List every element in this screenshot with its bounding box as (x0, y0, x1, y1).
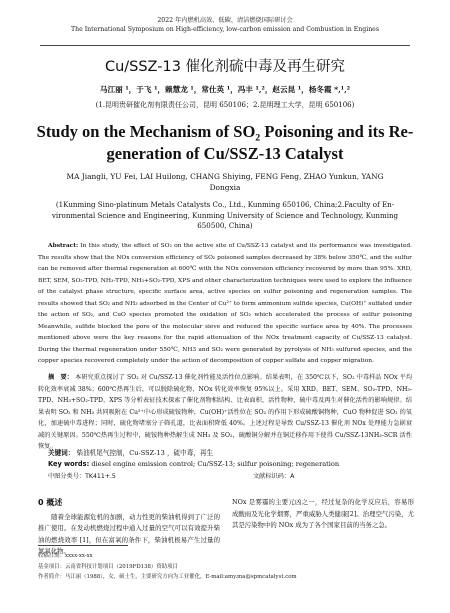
footnote-funding: 基金项目：云南省科技计划项目（2019FD138）资助项目 (38, 563, 178, 570)
section-heading: 0 概述 (38, 498, 63, 507)
abstract-cn (38, 372, 412, 453)
keywords-en-text: diesel engine emission control; Cu/SSZ-13; sulfur poisoning; regeneration (91, 460, 340, 468)
footnote-author: 作者简介：马江丽（1988），女，硕士生，主要研究方向为工业催化，E-mail:amy.ma@spmcatalyst.com (38, 574, 297, 580)
affiliation-cn: (1.昆明贵研催化剂有限责任公司，昆明 650106；2.昆明理工大学，昆明 650106) (95, 101, 355, 109)
affiliation-en (40, 200, 410, 232)
authors-cn: 马江丽 ¹，于飞 ¹，赖慧龙 ¹，常仕英 ¹，冯丰 ¹,²，赵云昆 ¹，杨冬霞 *,¹,² (99, 85, 351, 94)
title-en-line-2: generation of Cu/SSZ-13 Catalyst (106, 144, 344, 163)
intro-left-column (38, 497, 220, 558)
footnote-received: 收稿日期：xxxx-xx-xx (38, 553, 93, 559)
running-header-cn: 2022 年内燃机高效、低碳、清洁燃烧国际研讨会 (157, 17, 293, 24)
abstract-cn-label: 摘 要： (48, 374, 73, 381)
title-cn: Cu/SSZ-13 催化剂硫中毒及再生研究 (104, 59, 346, 75)
document-code: 文献标识码：A (253, 473, 295, 480)
keywords-cn-text: 柴油机尾气控制，Cu-SSZ-13 ，硫中毒，再生 (76, 449, 214, 457)
abstract-en (38, 240, 412, 368)
intro-right-text: NOx 是雾霾的主要元凶之一，经过复杂的化学反应后，容易形成酸雨及光化学烟雾，严重威胁人类健康[2]。治理空气污染，尤其是污染物中的 NOx 成为了各个国家目前的当务之急。 (232, 498, 414, 529)
header-rule (40, 45, 410, 46)
affiliation-en-line-2: vironmental Science and Engineering, Kunming University of Science and Technology, Kunming (51, 210, 399, 220)
intro-left-text: 随着全球能源危机的加剧，动力性更的柴油机得到了广泛的推广使用。在发动机燃烧过程中通入过量的空气可以有效提升柴油的燃烧效率 [1]，但在富氧的条件下，柴油机极易产生过量的氮氧化物。 (38, 512, 220, 555)
keywords-en-label: Key words: (48, 460, 90, 468)
running-header (0, 16, 450, 34)
classification (48, 471, 412, 480)
keywords-en (48, 460, 408, 468)
title-en (30, 121, 420, 165)
running-header-en: The International Symposium on High-efficiency, low-carbon emission and Combustion in Engines (70, 26, 380, 33)
abstract-en-text: In this study, the effect of SO₂ on the active site of Cu/SSZ-13 catalyst and its performance was investigated. The results show that the NOx conversion efficiency of SO₂ poisoned samples decreased by 38% below 350℃, and the sulfur can be removed after thermal regeneration at 600℃ with the NOx conversion efficiency recovered by more than 95%. XRD, BET, SEM, SO₂-TPD, NH₃-TPD, NH₃+SO₂-TPD, XPS and other characterization techniques were used to explore the influence of the catalyst phase structure, specific surface area, active species on sulfur poisoning and regeneration samples. The results showed that SO₂ and NH₃ adsorbed in the Center of Cu²⁺ to form ammonium sulfide species, Cu(OH)⁺ sulfated under the action of SO₂, and CuO species promoted the oxidation of SO₂ which accelerated the process of sulfur poisoning Meanwhile, sulfide blocked the pore of the molecular sieve and reduced the specific surface area by 40%. The processes mentioned above were the key reasons for the rapid attenuation of the NOx treatment capacity of Cu/SSZ-13 catalyst. During the thermal regeneration under 550℃, NH3 and SO₂ were generated by pyrolysis of NH₃ sulfured species, and the copper species recovered completely under the action of decomposition of copper sulfate and copper migration. (38, 243, 412, 364)
abstract-en-label: Abstract: (48, 242, 79, 249)
keywords-cn (48, 447, 408, 457)
keywords-cn-label: 关键词： (48, 449, 75, 457)
abstract-cn-text: 本研究重点探讨了 SO₂ 对 Cu/SSZ-13 催化剂性能及活性位点影响。结果表明，在 350℃以下，SO₂ 中毒样品 NOx 平均转化效率衰减 38%；600℃热再生后，可以脱除硫化物，NOx 转化效率恢复 95%以上。采用 XRD、BET、SEM、SO₂-TPD、NH₃-TPD、NH₃+SO₂-TPD、XPS 等分析表征技术探索了催化剂物相结构、比表面积、活性物种，硫中毒及再生对催化活性的影响规律。结果表明 SO₂ 和 NH₃ 共同吸附在 Cu²⁺中心形成硫铵物种，Cu(OH)⁺活性位在 SO₂ 的作用下形成硫酸铜物种，CuO 物种促进 SO₂ 的氧化，加速硫中毒进程；同时，硫化物堵塞分子筛孔道，比表面积降低 40%。上述过程是导致 Cu/SSZ-13 催化剂 NOx 处理能力急剧衰减的关键原因。550℃热再生过程中，硫铵物种热解生成 NH₃ 及 SO₂，硫酸铜分解并在铜迁移作用下使得 Cu/SSZ-13NH₃-SCR 活性恢复。 (38, 374, 413, 450)
footnotes (38, 551, 412, 583)
title-en-line-1: Study on the Mechanism of SO₂ Poisoning and its Re- (36, 122, 414, 141)
class-number: 中图分类号：TK411+.5 (48, 473, 116, 480)
affiliation-en-line-1: (1Kunming Sino-platinum Metals Catalysts Co., Ltd., Kunming 650106, China;2.Faculty of En- (55, 200, 395, 209)
authors-en (30, 171, 420, 193)
footnote-rule (38, 545, 128, 546)
intro-right-column (232, 497, 414, 532)
authors-en-line-1: MA Jiangli, YU Fei, LAI Huilong, CHANG Shiying, FENG Feng, ZHAO Yunkun, YANG (66, 172, 384, 181)
authors-en-line-2: Dongxia (209, 183, 241, 192)
affiliation-en-line-3: 650500, China) (197, 221, 253, 230)
